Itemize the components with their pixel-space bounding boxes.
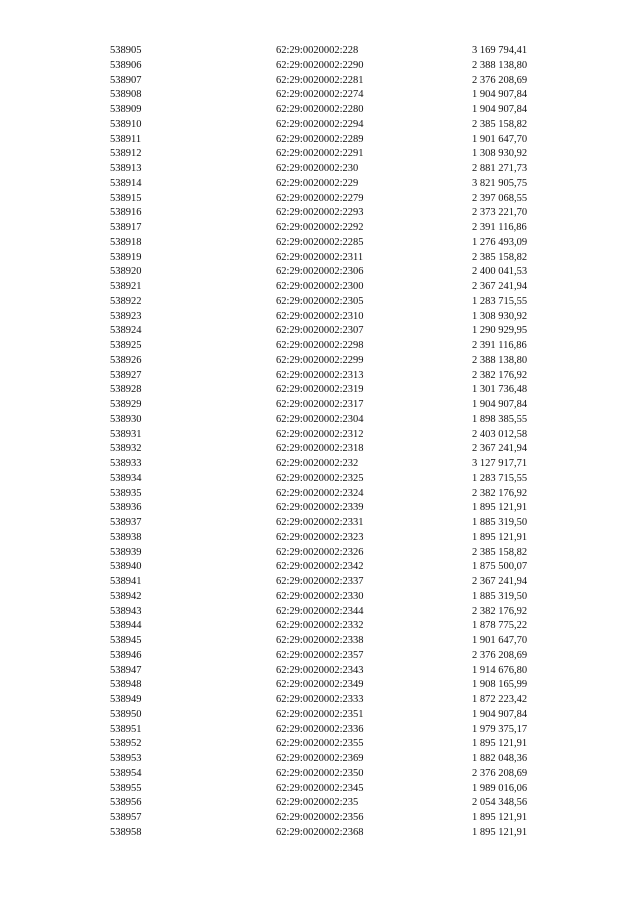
cadastral-value-cell: 1 301 736,48 <box>472 384 528 396</box>
table-row <box>110 103 540 118</box>
table-row <box>110 678 540 693</box>
table-row <box>110 826 540 841</box>
table-row <box>110 428 540 443</box>
cadastral-value-cell: 2 376 208,69 <box>472 74 528 86</box>
row-number-cell: 538957 <box>110 812 142 823</box>
cadastral-number-cell: 62:29:0020002:2313 <box>276 369 364 381</box>
cadastral-value-cell: 1 308 930,92 <box>472 148 528 160</box>
row-number-cell: 538926 <box>110 354 142 366</box>
cadastral-number-cell: 62:29:0020002:2289 <box>276 133 364 145</box>
row-number-cell: 538907 <box>110 74 142 86</box>
cadastral-number-cell: 62:29:0020002:2281 <box>276 74 364 86</box>
row-number-cell: 538935 <box>110 487 142 499</box>
row-number-cell: 538945 <box>110 635 142 646</box>
cadastral-value-cell: 2 881 271,73 <box>472 163 528 174</box>
cadastral-value-cell: 1 904 907,84 <box>472 708 528 720</box>
row-number-cell: 538920 <box>110 266 142 278</box>
cadastral-value-cell: 1 895 121,91 <box>472 738 528 750</box>
cadastral-number-cell: 62:29:0020002:2324 <box>276 487 364 499</box>
row-number-cell: 538925 <box>110 340 142 351</box>
table-row <box>110 44 540 59</box>
cadastral-number-cell: 62:29:0020002:2356 <box>276 812 364 823</box>
table-row <box>110 546 540 561</box>
cadastral-number-cell: 62:29:0020002:2294 <box>276 118 364 130</box>
cadastral-value-cell: 3 127 917,71 <box>472 458 528 469</box>
row-number-cell: 538940 <box>110 561 142 573</box>
cadastral-number-cell: 62:29:0020002:2318 <box>276 443 364 455</box>
cadastral-value-cell: 1 875 500,07 <box>472 561 528 573</box>
table-row <box>110 413 540 428</box>
cadastral-number-cell: 62:29:0020002:2325 <box>276 472 364 484</box>
cadastral-number-cell: 62:29:0020002:232 <box>276 458 359 469</box>
cadastral-value-cell: 1 895 121,91 <box>472 502 528 514</box>
row-number-cell: 538916 <box>110 207 142 219</box>
row-number-cell: 538928 <box>110 384 142 396</box>
row-number-cell: 538905 <box>110 45 142 56</box>
table-row <box>110 487 540 502</box>
cadastral-value-cell: 1 872 223,42 <box>472 694 528 705</box>
row-number-cell: 538941 <box>110 576 142 587</box>
cadastral-number-cell: 62:29:0020002:2330 <box>276 590 364 602</box>
cadastral-number-cell: 62:29:0020002:2307 <box>276 325 364 337</box>
cadastral-value-cell: 2 385 158,82 <box>472 251 528 263</box>
cadastral-value-cell: 1 283 715,55 <box>472 472 528 484</box>
cadastral-value-cell: 2 373 221,70 <box>472 207 528 219</box>
table-row <box>110 752 540 767</box>
table-row <box>110 693 540 708</box>
cadastral-number-cell: 62:29:0020002:2305 <box>276 295 364 307</box>
cadastral-value-cell: 2 397 068,55 <box>472 192 528 204</box>
table-row <box>110 339 540 354</box>
cadastral-number-cell: 62:29:0020002:2279 <box>276 192 364 204</box>
table-row <box>110 74 540 89</box>
cadastral-number-cell: 62:29:0020002:2299 <box>276 354 364 366</box>
cadastral-number-cell: 62:29:0020002:2342 <box>276 561 364 573</box>
table-row <box>110 501 540 516</box>
table-row <box>110 531 540 546</box>
table-row <box>110 88 540 103</box>
cadastral-number-cell: 62:29:0020002:2291 <box>276 148 364 160</box>
table-row <box>110 442 540 457</box>
row-number-cell: 538924 <box>110 325 142 337</box>
row-number-cell: 538946 <box>110 649 142 661</box>
table-row <box>110 723 540 738</box>
table-row <box>110 265 540 280</box>
row-number-cell: 538952 <box>110 738 142 750</box>
table-row <box>110 147 540 162</box>
table-row <box>110 649 540 664</box>
table-row <box>110 782 540 797</box>
cadastral-number-cell: 62:29:0020002:2368 <box>276 826 364 838</box>
table-row <box>110 177 540 192</box>
cadastral-number-cell: 62:29:0020002:2332 <box>276 620 364 632</box>
cadastral-number-cell: 62:29:0020002:2339 <box>276 502 364 514</box>
cadastral-number-cell: 62:29:0020002:2355 <box>276 738 364 750</box>
table-row <box>110 708 540 723</box>
row-number-cell: 538911 <box>110 133 142 145</box>
row-number-cell: 538917 <box>110 222 142 233</box>
cadastral-value-cell: 2 367 241,94 <box>472 576 528 587</box>
cadastral-value-cell: 1 901 647,70 <box>472 635 528 646</box>
row-number-cell: 538954 <box>110 767 142 779</box>
row-number-cell: 538912 <box>110 148 142 160</box>
cadastral-number-cell: 62:29:0020002:2344 <box>276 605 364 617</box>
table-row <box>110 236 540 251</box>
row-number-cell: 538922 <box>110 295 142 307</box>
table-row <box>110 354 540 369</box>
row-number-cell: 538923 <box>110 310 142 322</box>
cadastral-number-cell: 62:29:0020002:2326 <box>276 546 364 558</box>
cadastral-number-cell: 62:29:0020002:2274 <box>276 89 364 101</box>
row-number-cell: 538921 <box>110 281 142 292</box>
cadastral-value-cell: 1 979 375,17 <box>472 723 528 735</box>
cadastral-value-cell: 2 400 041,53 <box>472 266 528 278</box>
cadastral-number-cell: 62:29:0020002:2310 <box>276 310 364 322</box>
row-number-cell: 538909 <box>110 104 142 115</box>
table-row <box>110 516 540 531</box>
table-row <box>110 560 540 575</box>
cadastral-value-cell: 3 821 905,75 <box>472 177 528 189</box>
cadastral-number-cell: 62:29:0020002:228 <box>276 45 359 56</box>
row-number-cell: 538932 <box>110 443 142 455</box>
table-row <box>110 59 540 74</box>
cadastral-number-cell: 62:29:0020002:2311 <box>276 251 364 263</box>
cadastral-value-cell: 1 904 907,84 <box>472 399 528 410</box>
row-number-cell: 538944 <box>110 620 142 632</box>
table-row <box>110 310 540 325</box>
row-number-cell: 538948 <box>110 679 142 691</box>
cadastral-value-cell: 1 885 319,50 <box>472 517 528 528</box>
cadastral-number-cell: 62:29:0020002:2317 <box>276 399 364 410</box>
table-row <box>110 221 540 236</box>
row-number-cell: 538939 <box>110 546 142 558</box>
row-number-cell: 538956 <box>110 797 142 809</box>
cadastral-number-cell: 62:29:0020002:2369 <box>276 753 364 764</box>
row-number-cell: 538918 <box>110 236 142 248</box>
row-number-cell: 538958 <box>110 826 142 838</box>
table-row <box>110 369 540 384</box>
row-number-cell: 538937 <box>110 517 142 528</box>
cadastral-number-cell: 62:29:0020002:2285 <box>276 236 364 248</box>
cadastral-number-cell: 62:29:0020002:2357 <box>276 649 364 661</box>
row-number-cell: 538955 <box>110 782 142 794</box>
table-row <box>110 280 540 295</box>
table-row <box>110 295 540 310</box>
cadastral-number-cell: 62:29:0020002:2333 <box>276 694 364 705</box>
cadastral-number-cell: 62:29:0020002:2331 <box>276 517 364 528</box>
cadastral-value-cell: 2 391 116,86 <box>472 340 527 351</box>
row-number-cell: 538953 <box>110 753 142 764</box>
cadastral-number-cell: 62:29:0020002:2345 <box>276 782 364 794</box>
row-number-cell: 538915 <box>110 192 142 204</box>
cadastral-value-cell: 2 403 012,58 <box>472 428 528 440</box>
cadastral-number-cell: 62:29:0020002:2343 <box>276 664 364 676</box>
cadastral-value-cell: 2 388 138,80 <box>472 354 528 366</box>
cadastral-value-cell: 2 385 158,82 <box>472 118 528 130</box>
cadastral-number-cell: 62:29:0020002:229 <box>276 177 359 189</box>
cadastral-number-cell: 62:29:0020002:2298 <box>276 340 364 351</box>
cadastral-value-cell: 1 904 907,84 <box>472 89 528 101</box>
cadastral-number-cell: 62:29:0020002:2319 <box>276 384 364 396</box>
cadastral-value-cell: 3 169 794,41 <box>472 45 528 56</box>
row-number-cell: 538951 <box>110 723 142 735</box>
row-number-cell: 538933 <box>110 458 142 469</box>
table-row <box>110 118 540 133</box>
cadastral-value-cell: 1 895 121,91 <box>472 812 528 823</box>
cadastral-value-cell: 2 367 241,94 <box>472 443 528 455</box>
table-row <box>110 767 540 782</box>
row-number-cell: 538908 <box>110 89 142 101</box>
row-number-cell: 538930 <box>110 413 142 425</box>
row-number-cell: 538913 <box>110 163 142 174</box>
table-row <box>110 133 540 148</box>
cadastral-number-cell: 62:29:0020002:2293 <box>276 207 364 219</box>
cadastral-value-cell: 2 382 176,92 <box>472 369 528 381</box>
cadastral-number-cell: 62:29:0020002:2312 <box>276 428 364 440</box>
cadastral-value-cell: 2 385 158,82 <box>472 546 528 558</box>
table-row <box>110 398 540 413</box>
cadastral-value-cell: 1 895 121,91 <box>472 531 528 543</box>
cadastral-value-cell: 1 908 165,99 <box>472 679 528 691</box>
cadastral-number-cell: 62:29:0020002:230 <box>276 163 359 174</box>
cadastral-value-cell: 1 895 121,91 <box>472 826 528 838</box>
row-number-cell: 538906 <box>110 59 142 71</box>
table-row <box>110 590 540 605</box>
cadastral-number-cell: 62:29:0020002:2337 <box>276 576 364 587</box>
row-number-cell: 538943 <box>110 605 142 617</box>
row-number-cell: 538938 <box>110 531 142 543</box>
row-number-cell: 538919 <box>110 251 142 263</box>
table-row <box>110 251 540 266</box>
cadastral-value-cell: 1 904 907,84 <box>472 104 528 115</box>
row-number-cell: 538947 <box>110 664 142 676</box>
cadastral-value-cell: 1 885 319,50 <box>472 590 528 602</box>
cadastral-value-cell: 1 276 493,09 <box>472 236 528 248</box>
table-row <box>110 324 540 339</box>
table-row <box>110 737 540 752</box>
table-row <box>110 811 540 826</box>
row-number-cell: 538931 <box>110 428 142 440</box>
cadastral-value-cell: 1 882 048,36 <box>472 753 528 764</box>
cadastral-value-cell: 2 391 116,86 <box>472 222 527 233</box>
cadastral-number-cell: 62:29:0020002:2336 <box>276 723 364 735</box>
row-number-cell: 538914 <box>110 177 142 189</box>
table-row <box>110 206 540 221</box>
cadastral-number-cell: 62:29:0020002:2349 <box>276 679 364 691</box>
cadastral-value-cell: 1 914 676,80 <box>472 664 528 676</box>
cadastral-value-cell: 1 989 016,06 <box>472 782 528 794</box>
table-row <box>110 383 540 398</box>
row-number-cell: 538927 <box>110 369 142 381</box>
cadastral-value-cell: 2 376 208,69 <box>472 649 528 661</box>
table-row <box>110 457 540 472</box>
table-row <box>110 605 540 620</box>
cadastral-number-cell: 62:29:0020002:2292 <box>276 222 364 233</box>
cadastral-value-cell: 2 376 208,69 <box>472 767 528 779</box>
cadastral-number-cell: 62:29:0020002:2351 <box>276 708 364 720</box>
table-row <box>110 619 540 634</box>
cadastral-value-cell: 1 901 647,70 <box>472 133 528 145</box>
cadastral-value-cell: 1 290 929,95 <box>472 325 528 337</box>
cadastral-value-cell: 2 367 241,94 <box>472 281 528 292</box>
cadastral-value-cell: 1 878 775,22 <box>472 620 528 632</box>
cadastral-value-cell: 1 898 385,55 <box>472 413 528 425</box>
table-row <box>110 472 540 487</box>
row-number-cell: 538949 <box>110 694 142 705</box>
cadastral-number-cell: 62:29:0020002:2338 <box>276 635 364 646</box>
table-row <box>110 796 540 811</box>
cadastral-number-cell: 62:29:0020002:2350 <box>276 767 364 779</box>
row-number-cell: 538936 <box>110 502 142 514</box>
table-row <box>110 664 540 679</box>
cadastral-number-cell: 62:29:0020002:2304 <box>276 413 364 425</box>
table-row <box>110 575 540 590</box>
cadastral-number-cell: 62:29:0020002:235 <box>276 797 359 809</box>
table-row <box>110 192 540 207</box>
row-number-cell: 538950 <box>110 708 142 720</box>
cadastral-value-table <box>110 44 540 841</box>
cadastral-value-cell: 1 283 715,55 <box>472 295 528 307</box>
cadastral-value-cell: 2 382 176,92 <box>472 605 528 617</box>
cadastral-value-cell: 2 388 138,80 <box>472 59 528 71</box>
cadastral-value-cell: 2 054 348,56 <box>472 797 528 809</box>
cadastral-number-cell: 62:29:0020002:2306 <box>276 266 364 278</box>
cadastral-number-cell: 62:29:0020002:2290 <box>276 59 364 71</box>
row-number-cell: 538929 <box>110 399 142 410</box>
cadastral-number-cell: 62:29:0020002:2323 <box>276 531 364 543</box>
cadastral-number-cell: 62:29:0020002:2280 <box>276 104 364 115</box>
row-number-cell: 538934 <box>110 472 142 484</box>
row-number-cell: 538942 <box>110 590 142 602</box>
row-number-cell: 538910 <box>110 118 142 130</box>
table-row <box>110 634 540 649</box>
cadastral-value-cell: 1 308 930,92 <box>472 310 528 322</box>
table-row <box>110 162 540 177</box>
cadastral-value-cell: 2 382 176,92 <box>472 487 528 499</box>
cadastral-number-cell: 62:29:0020002:2300 <box>276 281 364 292</box>
